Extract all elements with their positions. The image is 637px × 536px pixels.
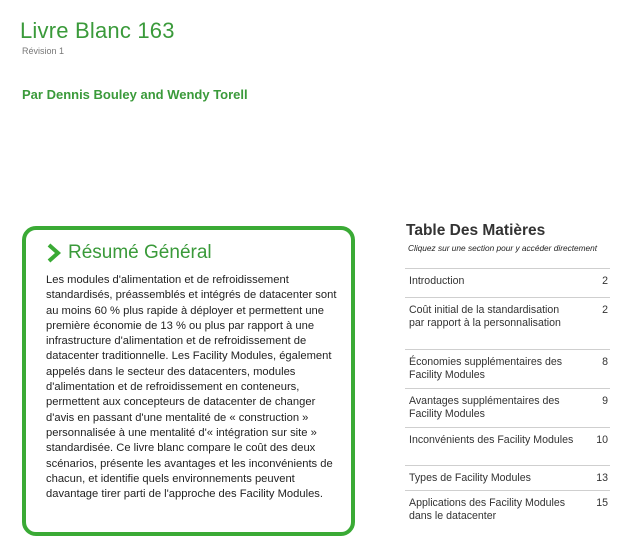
toc-item-types[interactable]	[405, 465, 610, 490]
toc-item-label: Coût initial de la standardisation par rapport à la personnalisation	[409, 304, 561, 329]
toc-item-cout-initial[interactable]	[405, 297, 610, 349]
toc-item-introduction[interactable]	[405, 268, 610, 297]
document-title: Livre Blanc 163	[20, 18, 175, 43]
toc-item-applications[interactable]	[405, 490, 610, 530]
toc-item-inconvenients[interactable]	[405, 427, 610, 465]
summary-header	[46, 242, 212, 264]
revision-label: Révision 1	[22, 46, 65, 56]
toc-subtitle: Cliquez sur une section pour y accéder directement	[408, 243, 598, 253]
toc-item-economies[interactable]	[405, 349, 610, 388]
toc-item-label: Introduction	[409, 275, 465, 287]
summary-title: Résumé Général	[68, 242, 212, 263]
chevron-right-icon	[46, 243, 62, 263]
toc-item-page: 2	[602, 304, 608, 316]
executive-summary-box	[22, 226, 355, 536]
toc-item-page: 10	[596, 434, 608, 446]
toc-item-label: Inconvénients des Facility Modules	[409, 434, 574, 446]
toc-item-label: Économies supplémentaires des Facility Modules	[409, 356, 563, 381]
authors-line: Par Dennis Bouley and Wendy Torell	[22, 87, 248, 102]
toc-item-page: 13	[596, 472, 608, 484]
toc-item-avantages[interactable]	[405, 388, 610, 427]
toc-item-page: 8	[602, 356, 608, 368]
toc-item-page: 15	[596, 497, 608, 509]
toc-item-label: Types de Facility Modules	[409, 472, 531, 484]
toc-list	[405, 268, 610, 530]
toc-item-page: 9	[602, 395, 608, 407]
summary-text: Les modules d'alimentation et de refroidissement standardisés, préassemblés et intégrés de datacenter sont au moins 60 % plus rapide à déployer et permettent une première économie de 13 % ou plus par rapport à une infrastructure d'alimentation et de refroidissement de datacenter traditionnelle. Les Facility Modules, également appelés dans le secteur des datacenters, modules d'alimentation et de refroidissement en conteneurs, permettent aux concepteurs de datacenter de changer d'avis en passant d'une mentalité de « construction » personnalisée à une mentalité d'« intégration sur site » standardisée. Ce livre blanc compare le coût des deux scénarios, présente les avantages et les inconvénients de chacun, et identifie quels environnements peuvent davantage tirer parti de l'approche des Facility Modules.	[46, 274, 337, 501]
toc-item-label: Avantages supplémentaires des Facility Modules	[409, 395, 560, 420]
toc-item-label: Applications des Facility Modules dans le datacenter	[409, 497, 566, 522]
toc-item-page: 2	[602, 275, 608, 287]
toc-title: Table Des Matières	[406, 222, 546, 239]
